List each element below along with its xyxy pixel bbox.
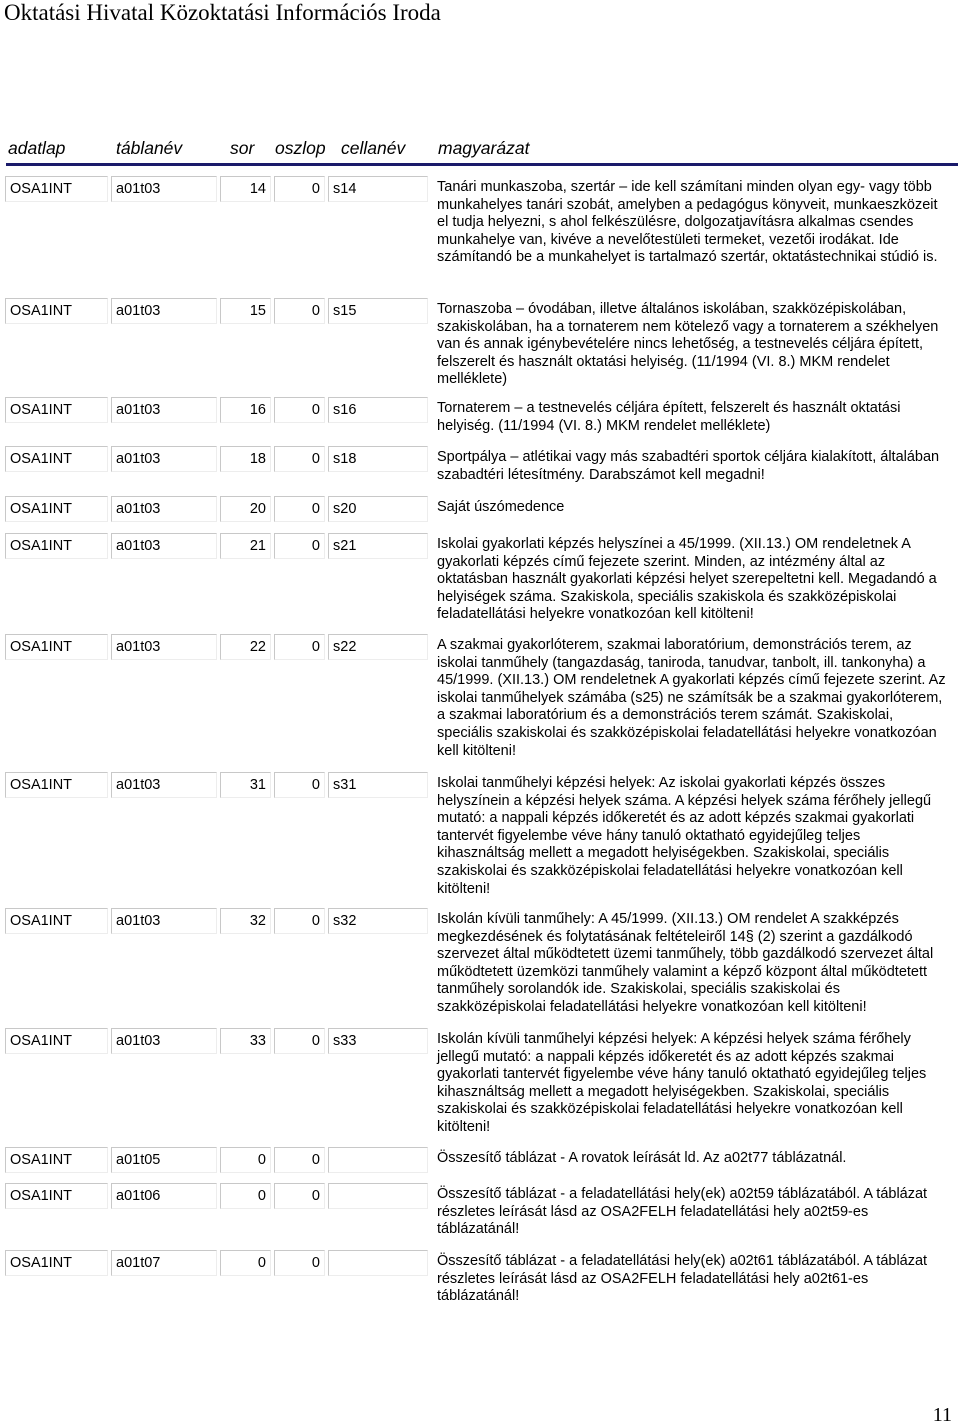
cell-oszlop: 0 [274, 1183, 325, 1209]
cell-oszlop: 0 [274, 298, 325, 324]
cell-adatlap: OSA1INT [5, 446, 108, 472]
cell-oszlop: 0 [274, 397, 325, 423]
cell-adatlap: OSA1INT [5, 1147, 108, 1173]
cell-sor: 0 [220, 1147, 271, 1173]
cell-adatlap: OSA1INT [5, 176, 108, 202]
cell-tablanev: a01t03 [111, 533, 217, 559]
cell-cellanev: s32 [328, 908, 428, 934]
cell-tablanev: a01t03 [111, 397, 217, 423]
cell-magyarazat: Sportpálya – atlétikai vagy más szabadtéri sportok céljára kialakított, általában szabadtéri létesítmény. Darabszámot kell megadni! [437, 449, 940, 483]
header-oszlop: oszlop [275, 138, 326, 158]
cell-oszlop: 0 [274, 1250, 325, 1276]
cell-tablanev: a01t05 [111, 1147, 217, 1173]
cell-oszlop: 0 [274, 634, 325, 660]
cell-magyarazat: Iskolán kívüli tanműhely: A 45/1999. (XII.13.) OM rendelet A szakképzés megkezdésének és folytatásának feltételeiről 14§ (2) szerint a gazdálkodó szervezet által működtetett üzemi tanműhely, több gazdálkodó szervezet által működtetett üzemközi tanműhely valamint a képző központ által működtetett tanműhely sorolandók ide. Szakiskolai, speciális szakiskolai és szakközépiskolai feladatellátási helyekre vonatkozóan kell kitölteni! [437, 911, 934, 1015]
cell-tablanev: a01t03 [111, 298, 217, 324]
cell-tablanev: a01t03 [111, 446, 217, 472]
cell-oszlop: 0 [274, 772, 325, 798]
cell-cellanev: s22 [328, 634, 428, 660]
cell-cellanev: s14 [328, 176, 428, 202]
cell-magyarazat: A szakmai gyakorlóterem, szakmai laboratórium, demonstrációs terem, az iskolai tanműhely (tangazdaság, taniroda, tanudvar, tanbolt, ill. tankonyha) a 45/1999. (XII.13.) OM rendeletnek A gyakorlati képzés című fejezete szerint. Az iskolai tanműhelyek számába (s25) ne számítsák be a szakmai gyakorlóterem, a szakmai laboratórium és a demonstrációs terem számát. Szakiskolai, speciális szakiskolai és szakközépiskolai feladatellátási helyekre vonatkozóan kell kitölteni! [437, 637, 946, 759]
cell-magyarazat: Iskolai tanműhelyi képzési helyek: Az iskolai gyakorlati képzés összes helyszínein a képzési helyek száma. A képzési helyek száma férőhely jellegű mutató: a nappali képzés időkeretét és az adott képzés szakmai gyakorlati tantervét figyelembe véve hány tanuló oktatható egyidejűleg teljes kihasználtság mellett a megadott helyiségekben. Szakiskolai, speciális szakiskolai és szakközépiskolai feladatellátási helyekre vonatkozóan kell kitölteni! [437, 775, 932, 897]
cell-tablanev: a01t03 [111, 772, 217, 798]
cell-cellanev: s18 [328, 446, 428, 472]
cell-cellanev: s31 [328, 772, 428, 798]
cell-tablanev: a01t03 [111, 908, 217, 934]
cell-adatlap: OSA1INT [5, 1250, 108, 1276]
cell-magyarazat: Tanári munkaszoba, szertár – ide kell számítani minden olyan egy- vagy több munkahelyes tanári szobát, amelyben a pedagógus könyveit, munkaeszközeit el tudja helyezni, s ahol felkészülésre, dolgozatjavításra alkalmas csendes munkahelye van, kivéve a nevelőtestületi termeket, vezetői irodákat. Ide számítandó be a munkahelyet is tartalmazó szertár, oktatástechnikai stúdió is. [437, 179, 938, 266]
cell-oszlop: 0 [274, 533, 325, 559]
cell-magyarazat: Tornaszoba – óvodában, illetve általános iskolában, szakközépiskolában, szakiskolában, ha a tornaterem nem kötelező vagy a tornaterem a székhelyen van és annak igénybevételére nincs lehetőség, a testnevelés céljára épített, felszerelt és használt oktatási helyiség. (11/1994 (VI. 8.) MKM rendelet melléklete) [437, 301, 939, 388]
cell-tablanev: a01t06 [111, 1183, 217, 1209]
header-sor: sor [230, 138, 255, 158]
cell-sor: 31 [220, 772, 271, 798]
cell-sor: 16 [220, 397, 271, 423]
cell-adatlap: OSA1INT [5, 533, 108, 559]
cell-magyarazat: Iskolai gyakorlati képzés helyszínei a 45/1999. (XII.13.) OM rendeletnek A gyakorlati képzés című fejezete szerint. Minden, az intézmény által az oktatásban használt gyakorlati képzési helyet szerepeltetni kell. Megadandó a helyiségek száma. Szakiskola, speciális szakiskola és szakközépiskolai feladatellátási helyekre vonatkozóan kell kitölteni! [437, 536, 937, 623]
cell-tablanev: a01t03 [111, 176, 217, 202]
cell-cellanev [328, 1147, 428, 1173]
cell-sor: 21 [220, 533, 271, 559]
cell-magyarazat: Tornaterem – a testnevelés céljára épített, felszerelt és használt oktatási helyiség. (11/1994 (VI. 8.) MKM rendelet melléklete) [437, 400, 901, 434]
cell-sor: 0 [220, 1250, 271, 1276]
cell-oszlop: 0 [274, 496, 325, 522]
cell-adatlap: OSA1INT [5, 496, 108, 522]
cell-oszlop: 0 [274, 176, 325, 202]
cell-oszlop: 0 [274, 1147, 325, 1173]
cell-sor: 22 [220, 634, 271, 660]
cell-sor: 18 [220, 446, 271, 472]
cell-adatlap: OSA1INT [5, 1028, 108, 1054]
cell-cellanev: s16 [328, 397, 428, 423]
cell-magyarazat: Saját úszómedence [437, 499, 565, 515]
cell-sor: 0 [220, 1183, 271, 1209]
cell-tablanev: a01t03 [111, 1028, 217, 1054]
cell-sor: 32 [220, 908, 271, 934]
cell-cellanev [328, 1250, 428, 1276]
cell-sor: 15 [220, 298, 271, 324]
header-divider [6, 163, 958, 166]
cell-cellanev: s33 [328, 1028, 428, 1054]
cell-sor: 33 [220, 1028, 271, 1054]
cell-magyarazat: Összesítő táblázat - a feladatellátási hely(ek) a02t61 táblázatából. A táblázat részletes leírását lásd az OSA2FELH feladatellátási hely a02t61-es táblázatánál! [437, 1253, 928, 1305]
cell-adatlap: OSA1INT [5, 397, 108, 423]
page-title: Oktatási Hivatal Közoktatási Információs Iroda [4, 0, 441, 25]
header-magyarazat: magyarázat [438, 138, 530, 158]
cell-sor: 14 [220, 176, 271, 202]
cell-adatlap: OSA1INT [5, 1183, 108, 1209]
cell-adatlap: OSA1INT [5, 908, 108, 934]
cell-magyarazat: Iskolán kívüli tanműhelyi képzési helyek: A képzési helyek száma férőhely jellegű mutató: a nappali képzés időkeretét és az adott képzés szakmai gyakorlati tantervét figyelembe véve hány tanuló oktatható egyidejűleg teljes kihasználtság mellett a megadott helyiségekben. Szakiskolai, speciális szakiskolai és szakközépiskolai feladatellátási helyekre vonatkozóan kell kitölteni! [437, 1031, 927, 1135]
cell-cellanev: s15 [328, 298, 428, 324]
cell-tablanev: a01t03 [111, 496, 217, 522]
cell-cellanev [328, 1183, 428, 1209]
cell-adatlap: OSA1INT [5, 634, 108, 660]
header-tablanev: táblanév [116, 138, 183, 158]
cell-oszlop: 0 [274, 1028, 325, 1054]
cell-adatlap: OSA1INT [5, 298, 108, 324]
cell-tablanev: a01t03 [111, 634, 217, 660]
page-number: 11 [932, 1404, 952, 1426]
header-adatlap: adatlap [8, 138, 66, 158]
cell-tablanev: a01t07 [111, 1250, 217, 1276]
cell-oszlop: 0 [274, 908, 325, 934]
header-cellanev: cellanév [341, 138, 406, 158]
cell-oszlop: 0 [274, 446, 325, 472]
cell-sor: 20 [220, 496, 271, 522]
cell-magyarazat: Összesítő táblázat - a feladatellátási hely(ek) a02t59 táblázatából. A táblázat részletes leírását lásd az OSA2FELH feladatellátási hely a02t59-es táblázatánál! [437, 1186, 928, 1238]
cell-adatlap: OSA1INT [5, 772, 108, 798]
cell-cellanev: s21 [328, 533, 428, 559]
cell-magyarazat: Összesítő táblázat - A rovatok leírását ld. Az a02t77 táblázatnál. [437, 1150, 847, 1166]
cell-cellanev: s20 [328, 496, 428, 522]
